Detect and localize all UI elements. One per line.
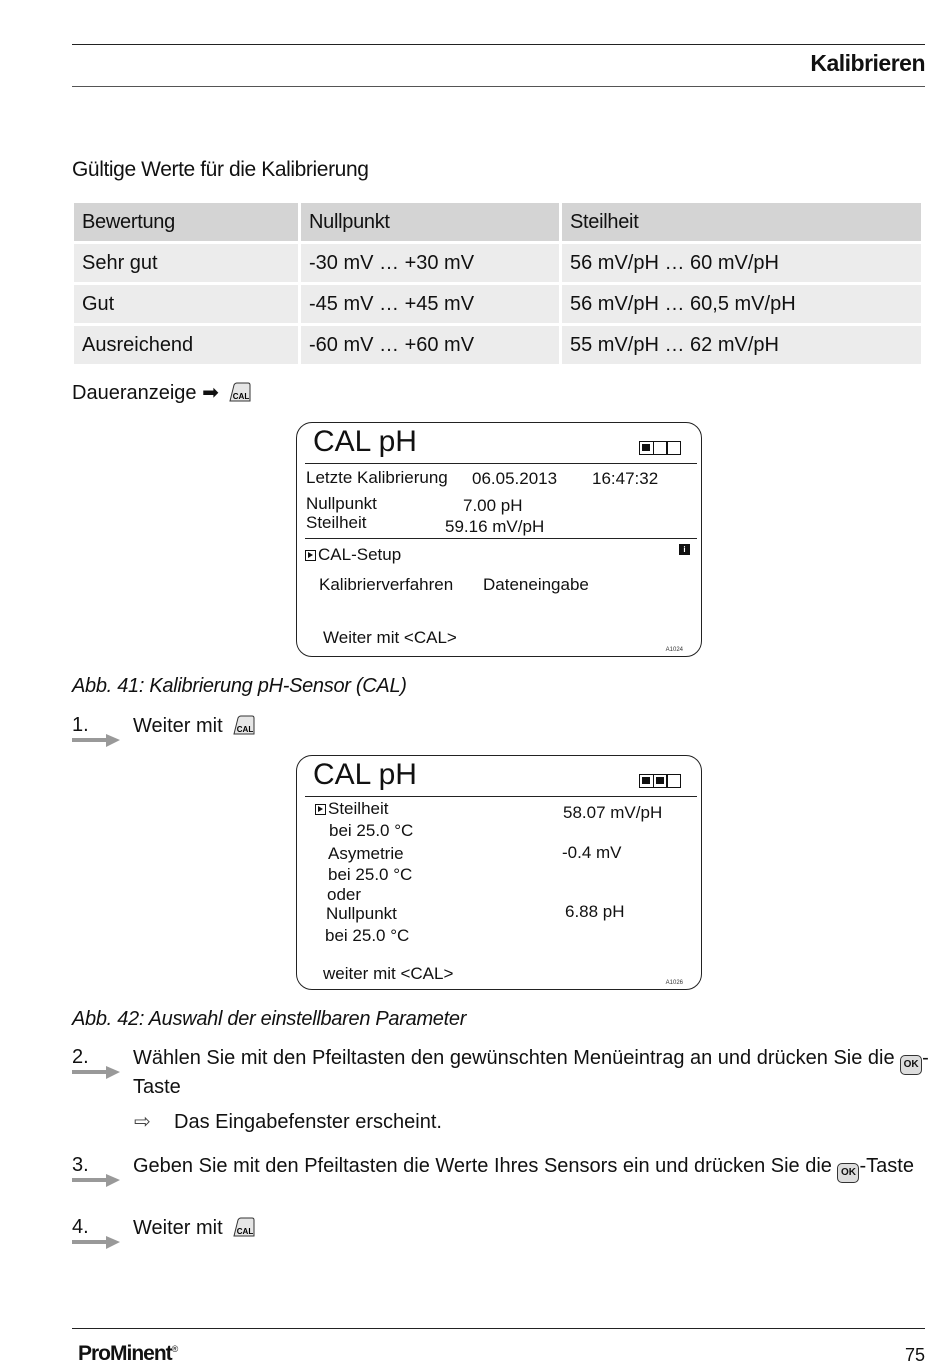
slope-temperature: bei 25.0 °C (329, 821, 414, 840)
chapter-title: Kalibrieren (810, 50, 925, 76)
progress-boxes-icon (641, 774, 682, 788)
device-screen-parameters (296, 755, 702, 990)
calibration-values-table (71, 200, 924, 367)
table-header-row (74, 203, 921, 241)
screen-title: CAL pH (313, 758, 417, 791)
page-number: 75 (904, 1345, 925, 1365)
step-result (134, 1109, 442, 1134)
step-arrow-icon (72, 1066, 120, 1080)
brand-logo (78, 1342, 177, 1366)
last-calibration-label: Letzte Kalibrierung (306, 468, 448, 487)
slope-label: Steilheit (328, 799, 389, 818)
progress-boxes-icon (641, 441, 682, 455)
asymmetry-label[interactable]: Asymetrie (328, 844, 404, 863)
screen-divider (305, 463, 697, 464)
asymmetry-temperature: bei 25.0 °C (328, 865, 413, 884)
figure-caption: Abb. 41: Kalibrierung pH-Sensor (CAL) (72, 675, 407, 697)
table-cell: Sehr gut (74, 244, 298, 282)
zero-point-value: 6.88 pH (565, 902, 625, 921)
info-icon: i (679, 544, 690, 555)
figure-code: A1026 (665, 980, 683, 986)
step-text: Weiter mit (133, 715, 223, 737)
zero-point-temperature: bei 25.0 °C (325, 926, 410, 945)
registered-mark: ® (171, 1344, 178, 1354)
result-arrow-icon: ⇨ (134, 1111, 151, 1133)
table-cell: Ausreichend (74, 326, 298, 364)
step-number: 4. (72, 1216, 89, 1238)
step-number: 1. (72, 714, 89, 736)
screen-footer-hint: weiter mit <CAL> (323, 964, 454, 983)
table-cell: -45 mV … +45 mV (301, 285, 559, 323)
step-number: 3. (72, 1154, 89, 1176)
table-row (74, 244, 921, 282)
table-cell: -30 mV … +30 mV (301, 244, 559, 282)
screen-title: CAL pH (313, 425, 417, 458)
last-calibration-date: 06.05.2013 (472, 469, 558, 488)
table-row (74, 326, 921, 364)
menu-pointer-icon (305, 550, 316, 561)
cal-setup-menu-item[interactable] (305, 545, 401, 565)
slope-value: 59.16 mV/pH (445, 517, 545, 536)
slope-label: Steilheit (306, 513, 367, 532)
last-calibration-time: 16:47:32 (592, 469, 659, 488)
continuous-display-label: Daueranzeige (72, 382, 197, 404)
cal-key-icon (232, 1216, 256, 1238)
device-screen-cal-overview (296, 422, 702, 657)
zero-point-value: 7.00 pH (463, 496, 523, 515)
ok-key-icon: OK (837, 1163, 859, 1183)
footer-rule (72, 1328, 925, 1329)
cal-key-label: CAL (236, 1227, 254, 1236)
table-cell: 56 mV/pH … 60,5 mV/pH (562, 285, 921, 323)
zero-point-label[interactable]: Nullpunkt (326, 904, 397, 923)
option-calibration-method[interactable]: Kalibrierverfahren (319, 575, 454, 594)
step-text: -Taste (859, 1155, 914, 1177)
cal-key-label: CAL (233, 392, 250, 401)
table-cell: Gut (74, 285, 298, 323)
table-cell: 55 mV/pH … 62 mV/pH (562, 326, 921, 364)
step-number: 2. (72, 1046, 89, 1068)
option-data-entry[interactable]: Dateneingabe (483, 575, 589, 594)
or-label: oder (327, 885, 362, 904)
screen-divider (305, 796, 697, 797)
table-header-cell: Bewertung (74, 203, 298, 241)
step-arrow-icon (72, 1174, 120, 1188)
screen-footer-hint: Weiter mit <CAL> (323, 628, 457, 647)
step-text: Geben Sie mit den Pfeiltasten die Werte Ihres Sensors ein und drücken Sie die (133, 1155, 838, 1177)
result-text: Das Eingabefenster erscheint. (174, 1111, 442, 1133)
screen-divider (305, 538, 697, 539)
step-text: Weiter mit (133, 1217, 223, 1239)
continuous-display-line (72, 380, 252, 405)
arrow-right-icon: ➡ (202, 382, 219, 404)
table-header-cell: Nullpunkt (301, 203, 559, 241)
table-cell: 56 mV/pH … 60 mV/pH (562, 244, 921, 282)
brand-name: ProMinent (78, 1342, 172, 1365)
step-text: Wählen Sie mit den Pfeiltasten den gewünschten Menüeintrag an und drücken Sie die (133, 1047, 901, 1069)
slope-value: 58.07 mV/pH (563, 803, 663, 822)
step-arrow-icon (72, 734, 120, 748)
ok-key-icon: OK (900, 1055, 922, 1075)
figure-code: A1024 (665, 647, 683, 653)
table-row (74, 285, 921, 323)
header-top-rule (72, 44, 925, 45)
cal-key-icon (232, 714, 256, 736)
menu-pointer-icon (315, 804, 326, 815)
table-header-cell: Steilheit (562, 203, 921, 241)
cal-key-icon (228, 381, 252, 403)
table-cell: -60 mV … +60 mV (301, 326, 559, 364)
header-bottom-rule (72, 86, 925, 87)
figure-caption: Abb. 42: Auswahl der einstellbaren Parameter (72, 1008, 467, 1030)
step-text: -Taste (133, 1047, 929, 1098)
section-title: Gültige Werte für die Kalibrierung (72, 158, 369, 181)
slope-menu-item[interactable] (315, 799, 388, 819)
step-arrow-icon (72, 1236, 120, 1250)
cal-key-label: CAL (236, 725, 254, 734)
asymmetry-value: -0.4 mV (562, 843, 622, 862)
zero-point-label: Nullpunkt (306, 494, 377, 513)
cal-setup-label: CAL-Setup (318, 545, 402, 564)
